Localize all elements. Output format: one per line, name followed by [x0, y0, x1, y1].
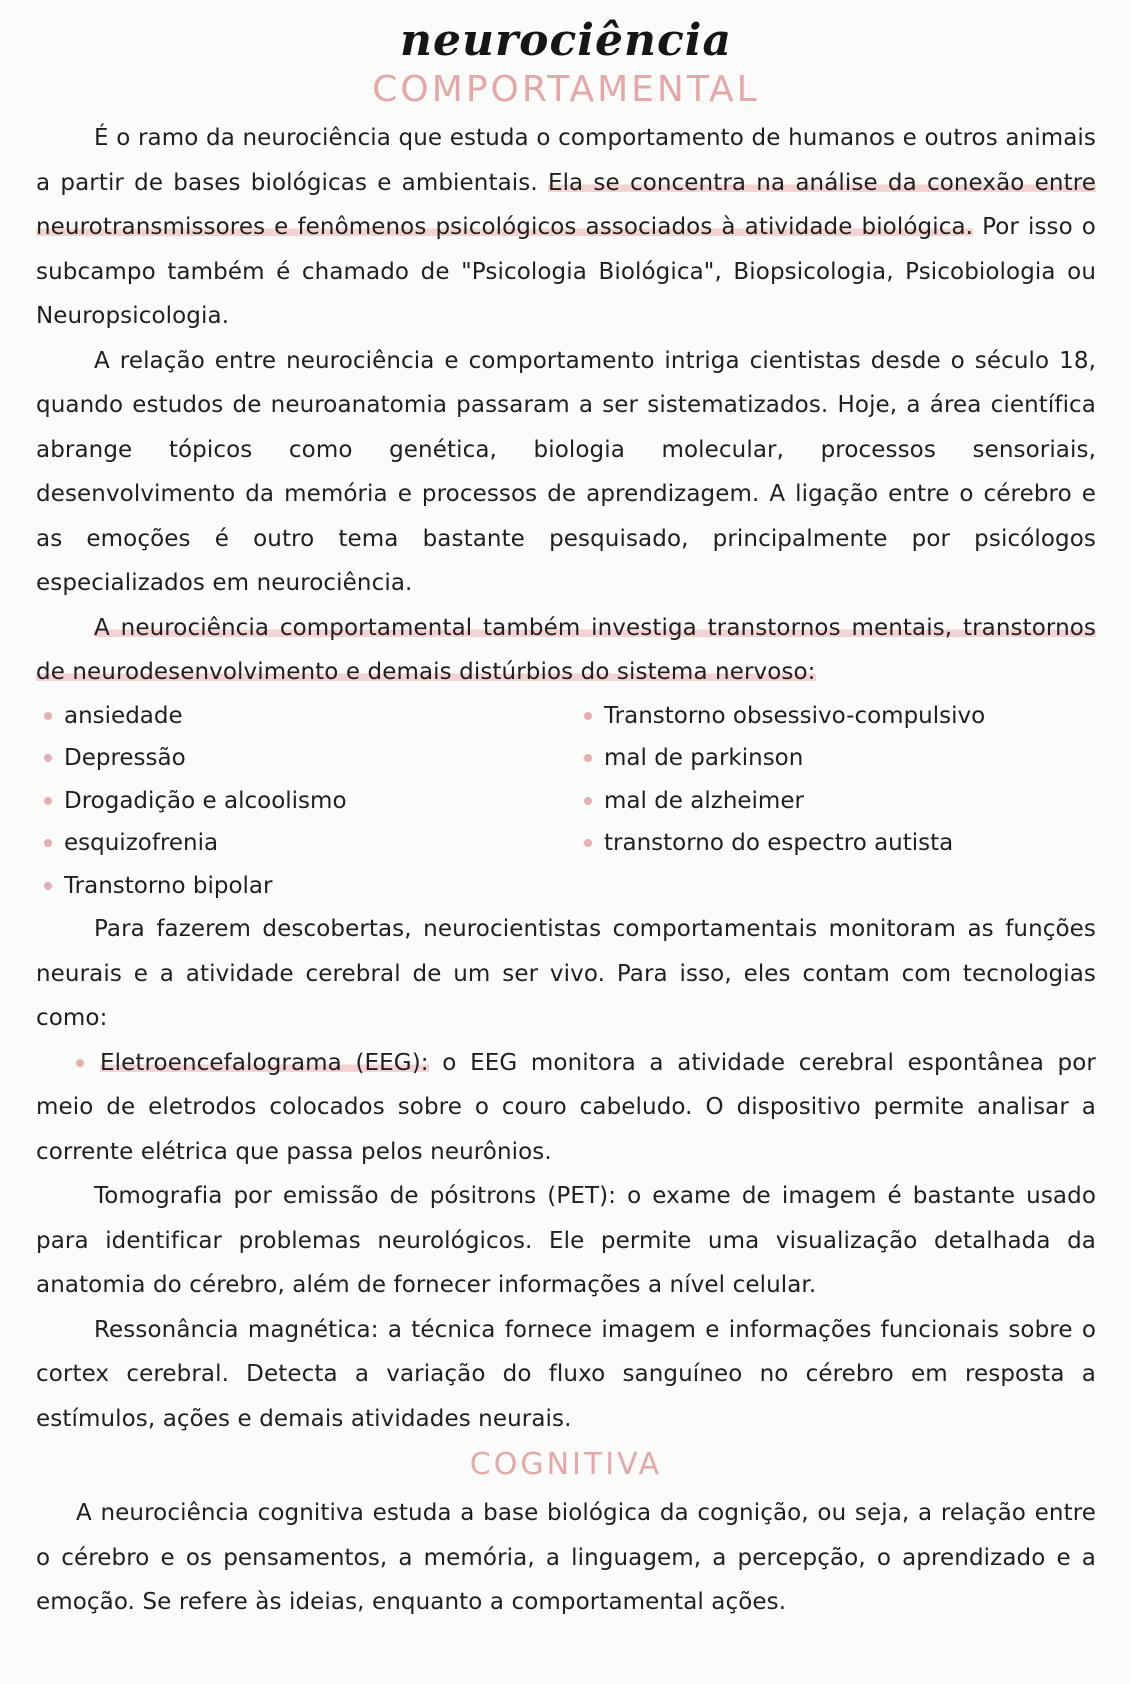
bullet-icon [584, 797, 592, 805]
bullet-icon [44, 797, 52, 805]
methods-intro-paragraph: Para fazerem descobertas, neurocientistas comportamentais monitoram as funções neurais e a atividade cerebral de um ser vivo. Para isso, eles contam com tecnologias como: [36, 916, 1096, 1031]
bullet-icon [44, 839, 52, 847]
mri-paragraph: Ressonância magnética: a técnica fornece imagem e informações funcionais sobre o cortex cerebral. Detecta a variação do fluxo sanguíneo no cérebro em resposta a estímulos, ações e demais atividades neurais. [36, 1316, 1096, 1432]
bullet-icon [44, 882, 52, 890]
section-subtitle-cognitive: COGNITIVA [469, 1447, 663, 1482]
intro-highlight: Ela se concentra na análise da conexão entre neurotransmissores e fenômenos psicológicos associados à atividade biológica. [36, 169, 1096, 240]
list-item: mal de alzheimer [584, 780, 1104, 823]
list-item: transtorno do espectro autista [584, 822, 1104, 865]
list-item: mal de parkinson [584, 737, 1104, 780]
intro-paragraph [36, 116, 1096, 339]
bullet-icon [584, 839, 592, 847]
disorders-list [36, 695, 1096, 908]
list-item: esquizofrenia [44, 822, 584, 865]
disorders-intro-paragraph [36, 606, 1096, 695]
section-subtitle-behavioral: COMPORTAMENTAL [372, 69, 760, 110]
list-item: Drogadição e alcoolismo [44, 780, 584, 823]
bullet-icon [76, 1059, 84, 1067]
intro-text-start: É o ramo da neurociência que estuda o comportamento de humanos e outros animais a partir de bases biológicas e ambientais. [36, 125, 1096, 196]
bullet-icon [44, 712, 52, 720]
bullet-icon [584, 754, 592, 762]
eeg-label: Eletroencefalograma (EEG): [100, 1049, 429, 1076]
eeg-text: o EEG monitora a atividade cerebral espontânea por meio de eletrodos colocados sobre o couro cabeludo. O dispositivo permite analisar a corrente elétrica que passa pelos neurônios. [36, 1049, 1096, 1165]
pet-paragraph: Tomografia por emissão de pósitrons (PET): o exame de imagem é bastante usado para identificar problemas neurológicos. Ele permite uma visualização detalhada da anatomia do cérebro, além de fornecer informações a nível celular. [36, 1183, 1096, 1298]
list-item: Depressão [44, 737, 584, 780]
list-item: ansiedade [44, 695, 584, 738]
intro-text-end: Por isso o subcampo também é chamado de "Psicologia Biológica", Biopsicologia, Psicobiologia ou Neuropsicologia. [36, 214, 1096, 329]
cognitive-paragraph: A neurociência cognitiva estuda a base biológica da cognição, ou seja, a relação entre o cérebro e os pensamentos, a memória, a linguagem, a percepção, o aprendizado e a emoção. Se refere às ideias, enquanto a comportamental ações. [36, 1500, 1096, 1615]
bullet-icon [584, 712, 592, 720]
disorders-highlight: A neurociência comportamental também investiga transtornos mentais, transtornos de neurodesenvolvimento e demais distúrbios do sistema nervoso: [36, 614, 1096, 685]
list-item: Transtorno bipolar [44, 865, 584, 908]
history-paragraph: A relação entre neurociência e comportamento intriga cientistas desde o século 18, quando estudos de neuroanatomia passaram a ser sistematizados. Hoje, a área científica abrange tópicos como genética, biologia molecular, processos sensoriais, desenvolvimento da memória e processos de aprendizagem. A ligação entre o cérebro e as emoções é outro tema bastante pesquisado, principalmente por psicólogos especializados em neurociência. [36, 347, 1096, 596]
page-title: neurociência [399, 15, 732, 66]
eeg-paragraph [36, 1041, 1096, 1175]
list-item: Transtorno obsessivo-compulsivo [584, 695, 1104, 738]
bullet-icon [44, 754, 52, 762]
